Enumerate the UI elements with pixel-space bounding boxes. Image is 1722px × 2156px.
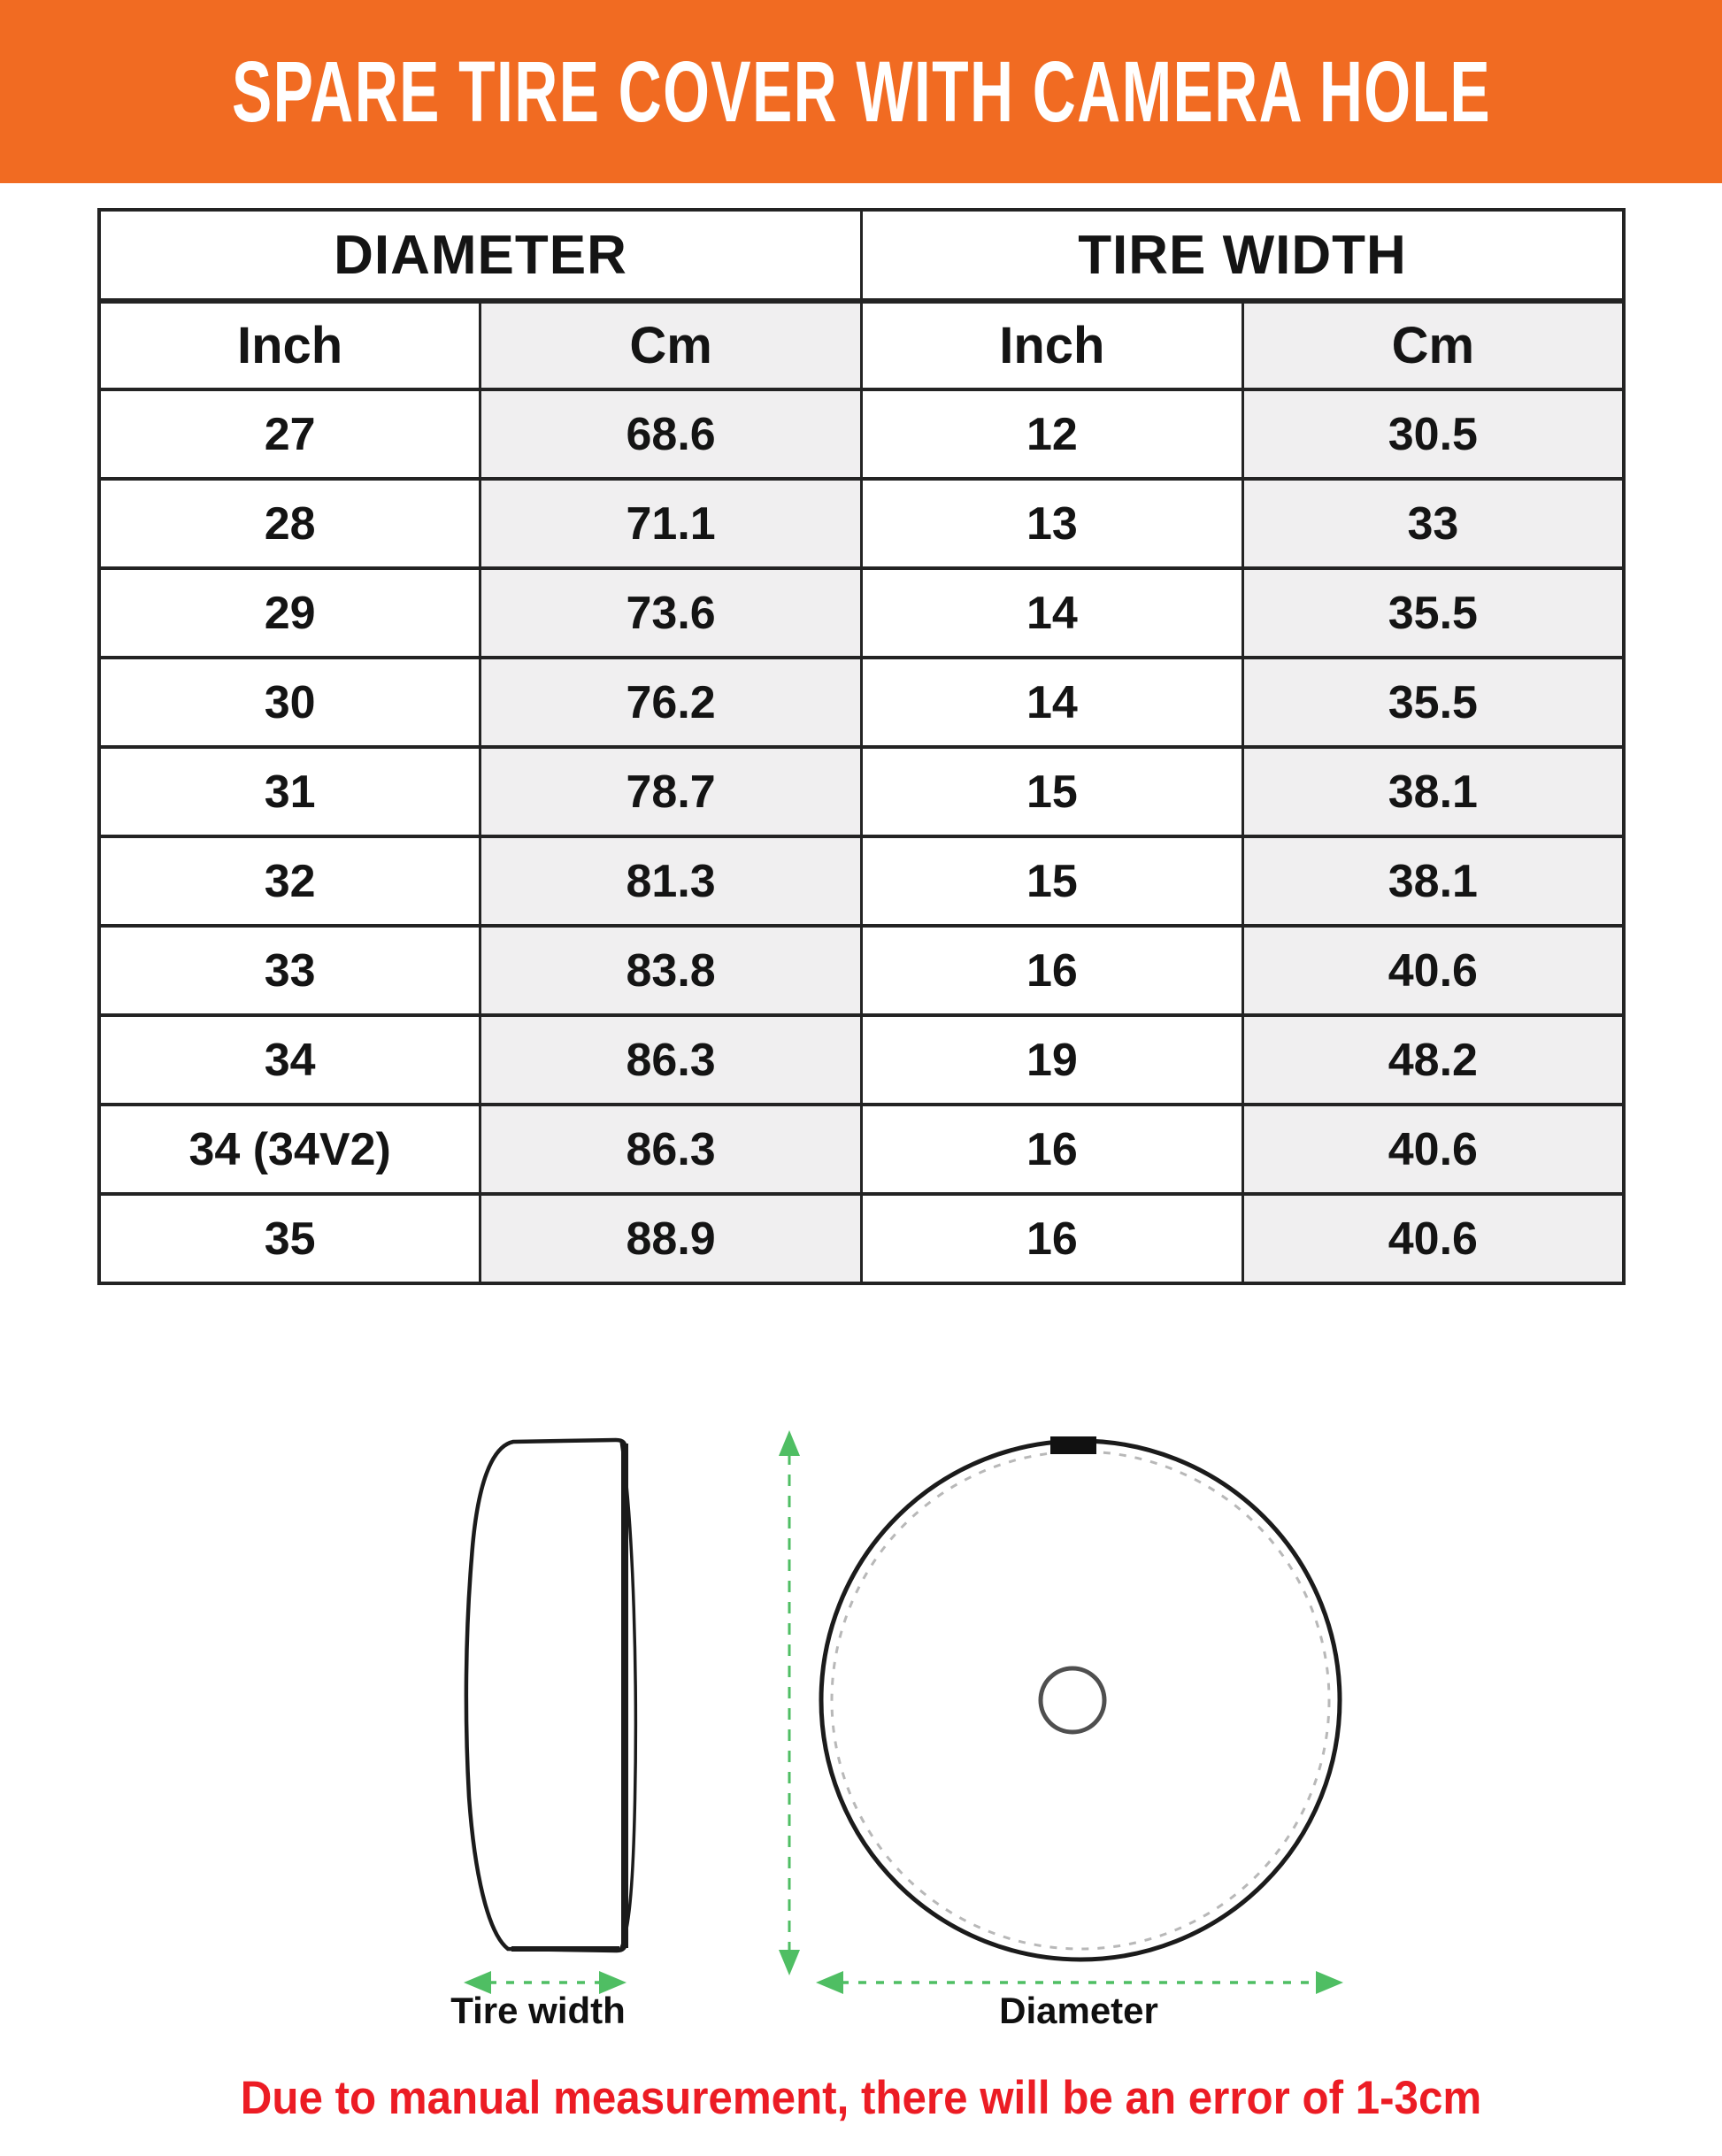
table-cell: 86.3 <box>480 1015 862 1105</box>
group-header-row <box>99 210 1624 301</box>
table-cell: 35.5 <box>1242 658 1624 747</box>
table-cell: 35 <box>99 1194 480 1283</box>
arrowhead-down-icon <box>779 1950 800 1975</box>
table-cell: 38.1 <box>1242 747 1624 836</box>
table-cell: 27 <box>99 389 480 479</box>
table-cell: 30 <box>99 658 480 747</box>
table-cell: 28 <box>99 479 480 568</box>
table-cell: 13 <box>862 479 1243 568</box>
table-cell: 12 <box>862 389 1243 479</box>
tire-width-label: Tire width <box>450 1990 626 2031</box>
table-cell: 16 <box>862 1194 1243 1283</box>
table-header <box>99 210 1624 389</box>
table-row <box>99 926 1624 1015</box>
table-row <box>99 747 1624 836</box>
unit-header-row <box>99 301 1624 389</box>
table-cell: 76.2 <box>480 658 862 747</box>
column-header-diameter-cm: Cm <box>480 301 862 389</box>
page-title: SPARE TIRE COVER WITH CAMERA HOLE <box>231 43 1491 140</box>
tire-front-view <box>821 1436 1340 1960</box>
table-row <box>99 1194 1624 1283</box>
side-view-outline <box>466 1440 626 1951</box>
diameter-label: Diameter <box>999 1990 1158 2031</box>
group-header-diameter: DIAMETER <box>99 210 862 301</box>
table-cell: 32 <box>99 836 480 926</box>
table-cell: 73.6 <box>480 568 862 658</box>
table-row <box>99 479 1624 568</box>
table-cell: 83.8 <box>480 926 862 1015</box>
table-cell: 16 <box>862 1105 1243 1194</box>
table-cell: 19 <box>862 1015 1243 1105</box>
measurement-disclaimer <box>0 2071 1722 2125</box>
column-header-width-inch: Inch <box>862 301 1243 389</box>
table-cell: 15 <box>862 836 1243 926</box>
table-row <box>99 1105 1624 1194</box>
table-row <box>99 658 1624 747</box>
column-header-width-cm: Cm <box>1242 301 1624 389</box>
valve-tab <box>1050 1436 1096 1454</box>
table-row <box>99 389 1624 479</box>
table-cell: 40.6 <box>1242 1194 1624 1283</box>
table-row <box>99 836 1624 926</box>
table-cell: 88.9 <box>480 1194 862 1283</box>
table-cell: 14 <box>862 658 1243 747</box>
camera-hole <box>1041 1668 1104 1732</box>
table-cell: 15 <box>862 747 1243 836</box>
table-cell: 34 <box>99 1015 480 1105</box>
table-cell: 33 <box>99 926 480 1015</box>
table-cell: 38.1 <box>1242 836 1624 926</box>
arrowhead-left-icon <box>816 1971 843 1994</box>
table-cell: 34 (34V2) <box>99 1105 480 1194</box>
table-cell: 31 <box>99 747 480 836</box>
table-row <box>99 1015 1624 1105</box>
table-cell: 86.3 <box>480 1105 862 1194</box>
table-cell: 14 <box>862 568 1243 658</box>
table-cell: 71.1 <box>480 479 862 568</box>
arrowhead-right-icon <box>1316 1971 1343 1994</box>
group-header-tire-width: TIRE WIDTH <box>862 210 1625 301</box>
title-banner <box>0 0 1722 183</box>
table-cell: 35.5 <box>1242 568 1624 658</box>
table-cell: 40.6 <box>1242 926 1624 1015</box>
table-body <box>99 389 1624 1283</box>
table-cell: 81.3 <box>480 836 862 926</box>
table-cell: 68.6 <box>480 389 862 479</box>
arrowhead-up-icon <box>779 1430 800 1456</box>
tire-diagrams <box>398 1425 1416 2044</box>
table-cell: 78.7 <box>480 747 862 836</box>
table-cell: 16 <box>862 926 1243 1015</box>
vertical-measure-arrow <box>779 1430 800 1975</box>
size-chart-table <box>97 208 1626 1285</box>
table-row <box>99 568 1624 658</box>
tire-side-view <box>466 1440 635 1951</box>
disclaimer-text: Due to manual measurement, there will be an error of 1-3cm <box>240 2072 1482 2124</box>
table-cell: 29 <box>99 568 480 658</box>
table-cell: 48.2 <box>1242 1015 1624 1105</box>
table-cell: 30.5 <box>1242 389 1624 479</box>
column-header-diameter-inch: Inch <box>99 301 480 389</box>
table-cell: 33 <box>1242 479 1624 568</box>
table-cell: 40.6 <box>1242 1105 1624 1194</box>
